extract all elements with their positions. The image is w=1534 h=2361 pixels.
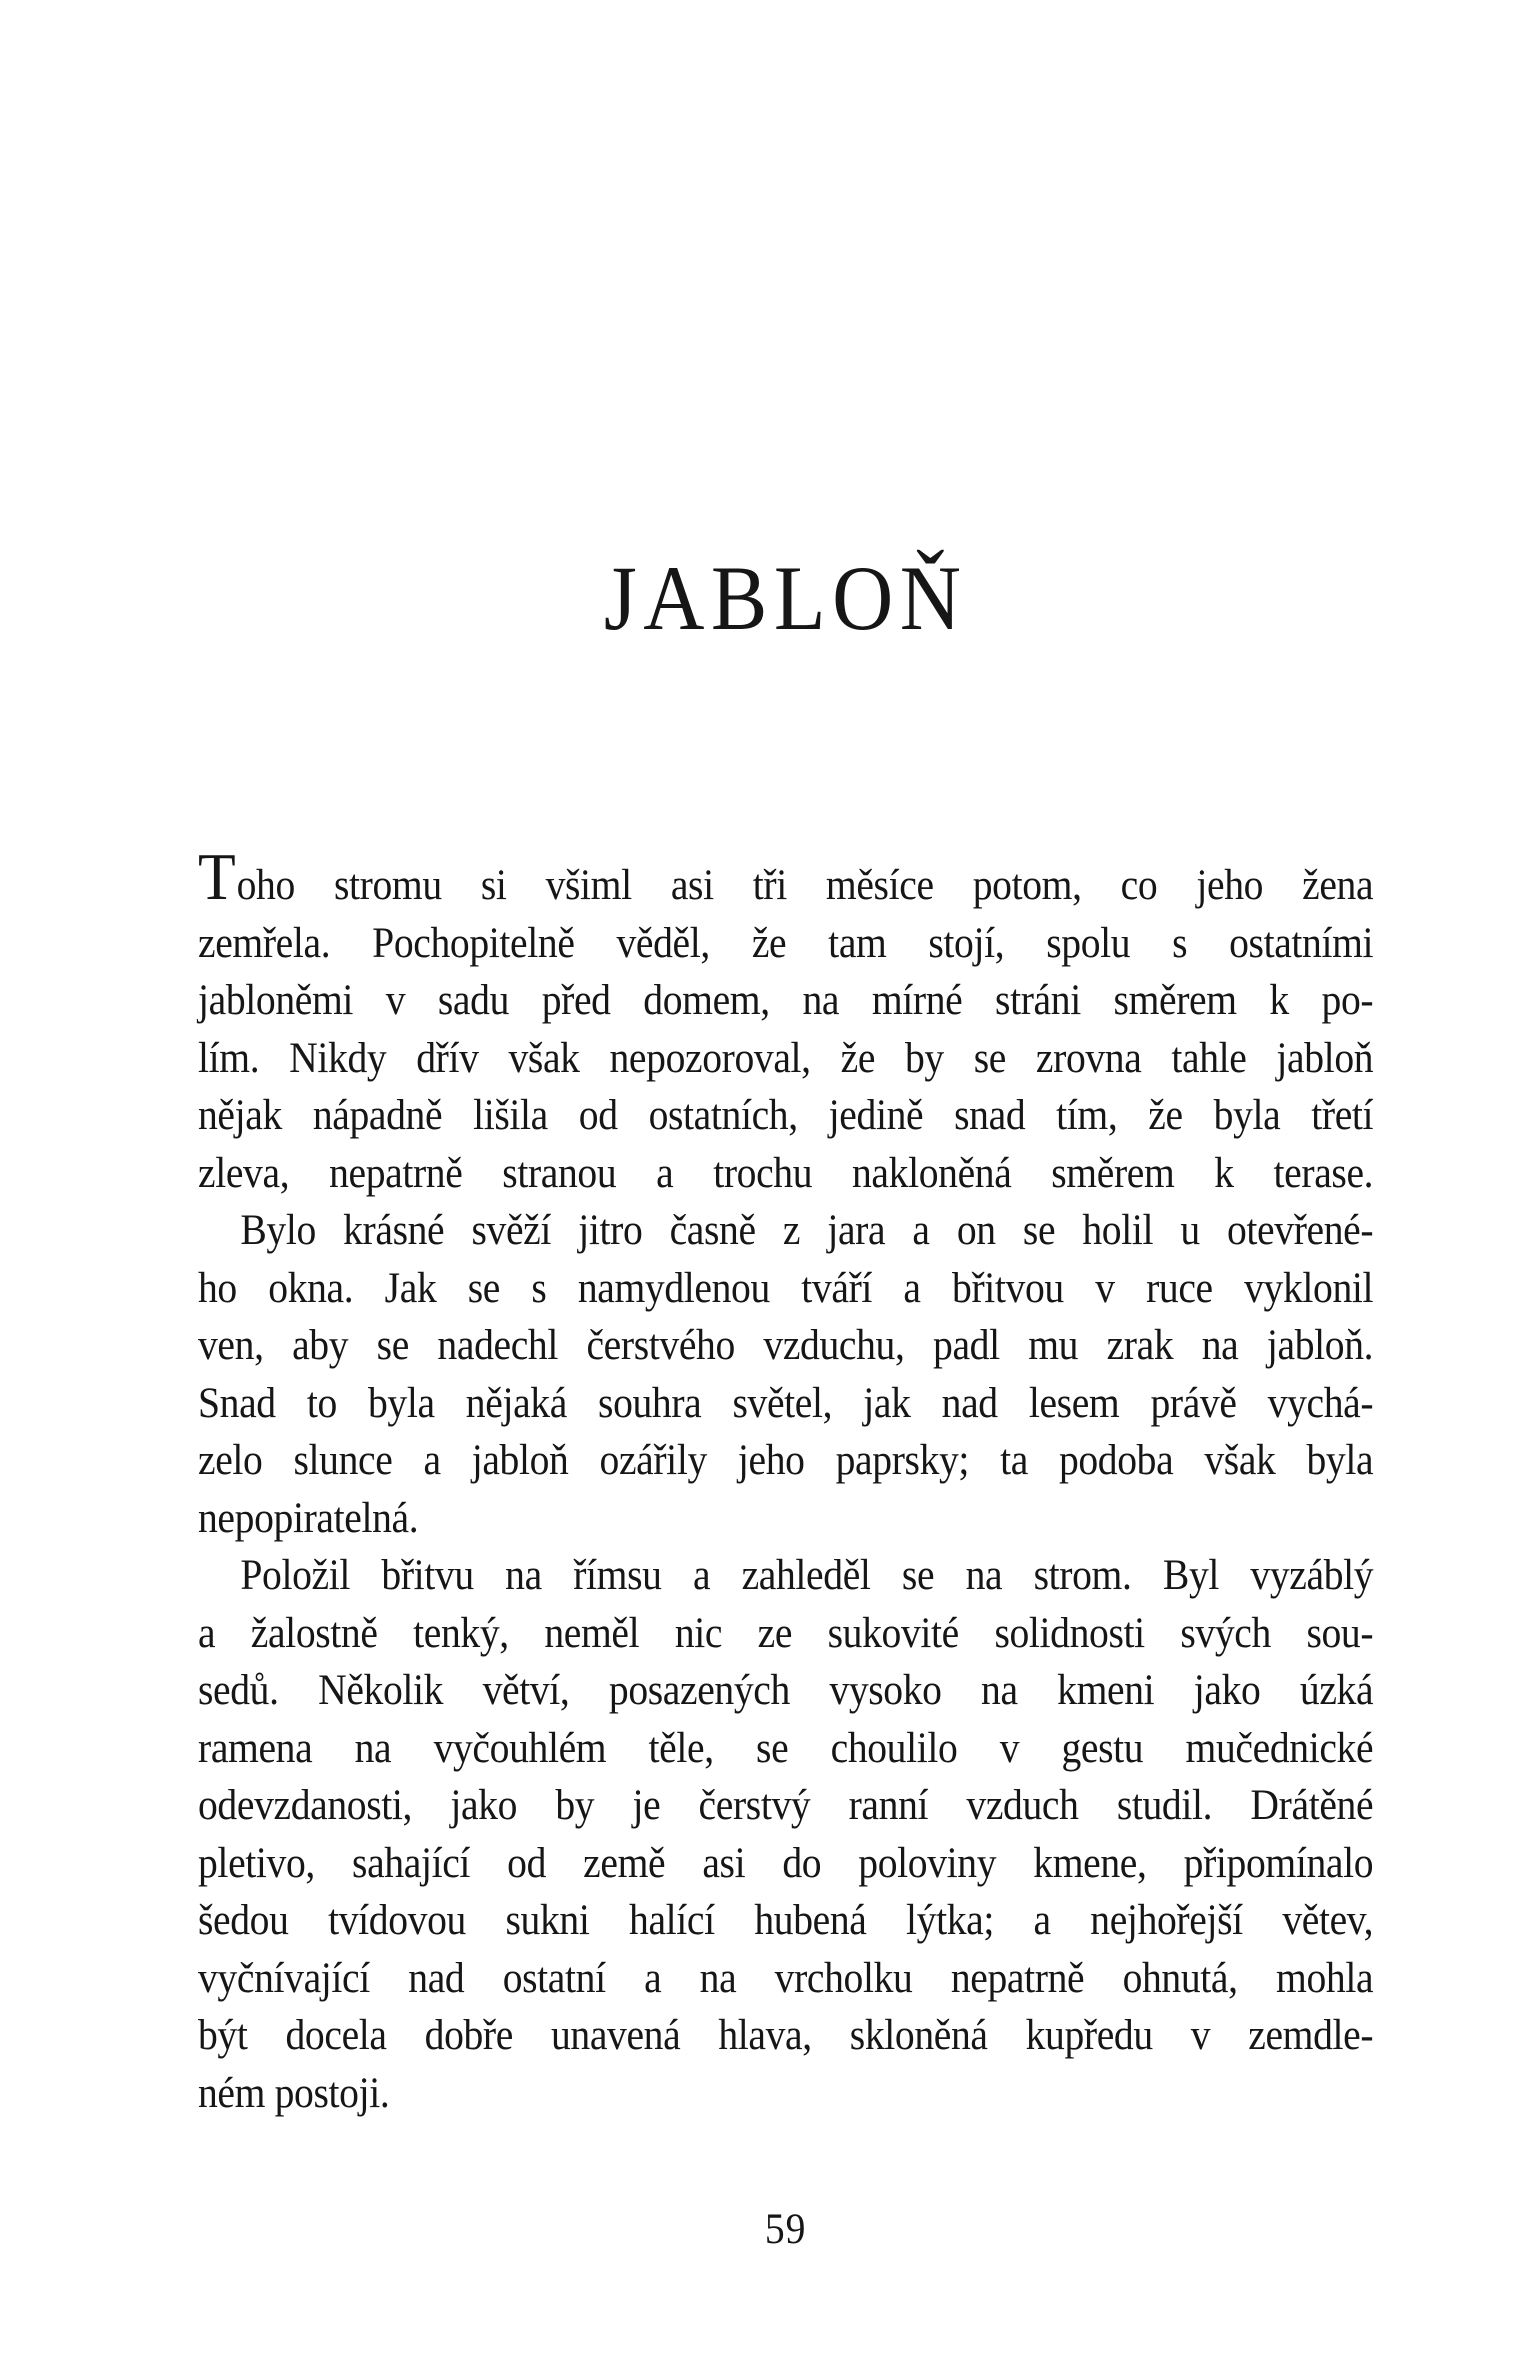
text-line: vyčnívající nad ostatní a na vrcholku nepatrně ohnutá, mohla (198, 1954, 1374, 2002)
drop-cap: T (198, 840, 236, 914)
text-line: zemřela. Pochopitelně věděl, že tam stojí, spolu s ostatními (198, 919, 1374, 967)
text-line: sedů. Několik větví, posazených vysoko na kmeni jako úzká (198, 1667, 1374, 1714)
text-line (198, 840, 1374, 915)
paragraph (198, 840, 1374, 1202)
text-line: ven, aby se nadechl čerstvého vzduchu, padl mu zrak na jabloň. (198, 1322, 1374, 1369)
text-line-rest: oho stromu si všiml asi tři měsíce potom, co jeho žena (236, 862, 1374, 909)
text-line: odevzdanosti, jako by je čerstvý ranní vzduch studil. Drátěné (198, 1782, 1374, 1829)
text-line: zleva, nepatrně stranou a trochu nakloněná směrem k terase. (198, 1149, 1374, 1197)
body-text (198, 840, 1374, 2122)
chapter-title: JABLOŇ (603, 547, 968, 649)
text-line: ramena na vyčouhlém těle, se choulilo v gestu mučednické (198, 1724, 1374, 1772)
text-line: pletivo, sahající od země asi do poloviny kmene, připomínalo (198, 1839, 1374, 1887)
text-line: jabloněmi v sadu před domem, na mírné stráni směrem k po- (198, 977, 1374, 1024)
paragraph (198, 1202, 1373, 1547)
text-line: Položil břitvu na římsu a zahleděl se na strom. Byl vyzáblý (240, 1552, 1374, 1599)
text-line: a žalostně tenký, neměl nic ze sukovité solidnosti svých sou- (198, 1609, 1374, 1657)
text-line: šedou tvídovou sukni halící hubená lýtka; a nejhořejší větev, (198, 1897, 1374, 1944)
text-column (198, 0, 1373, 2251)
text-line: lím. Nikdy dřív však nepozoroval, že by se zrovna tahle jabloň (198, 1034, 1374, 1082)
text-line: být docela dobře unavená hlava, skloněná kupředu v zemdle- (198, 2012, 1374, 2059)
text-line: nepopiratelná. (198, 1494, 419, 1542)
paragraph (198, 1547, 1373, 2122)
text-line: Bylo krásné svěží jitro časně z jara a on se holil u otevřené- (240, 1207, 1374, 1254)
text-line: Snad to byla nějaká souhra světel, jak nad lesem právě vychá- (198, 1379, 1374, 1427)
text-line: nějak nápadně lišila od ostatních, jedině snad tím, že byla třetí (198, 1092, 1374, 1139)
text-line: ho okna. Jak se s namydlenou tváří a břitvou v ruce vyklonil (198, 1264, 1374, 1312)
text-line: zelo slunce a jabloň ozářily jeho paprsky; ta podoba však byla (198, 1437, 1374, 1484)
text-line: ném postoji. (198, 2069, 390, 2117)
page-number: 59 (764, 2206, 807, 2253)
